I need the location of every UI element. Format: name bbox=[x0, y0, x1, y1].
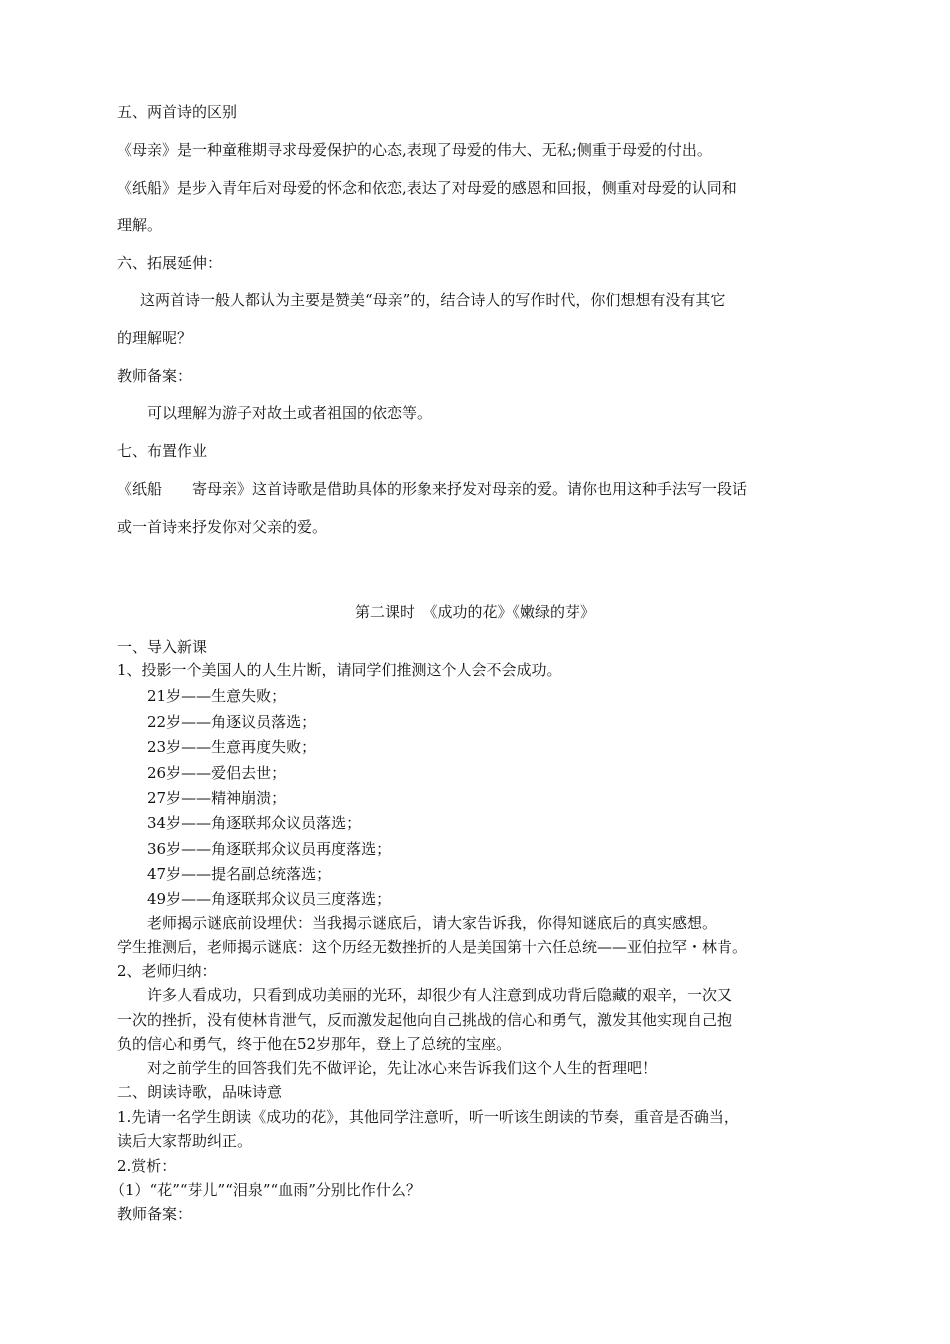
section-heading-5: 五、两首诗的区别 bbox=[117, 103, 238, 121]
summary-line1: 许多人看成功，只看到成功美丽的光环，却很少有人注意到成功背后隐藏的艰辛，一次又 bbox=[147, 986, 733, 1004]
extension-question-line2: 的理解呢？ bbox=[117, 329, 193, 347]
reading-line2: 读后大家帮助纠正。 bbox=[117, 1132, 253, 1150]
lesson-title: 第二课时 《成功的花》《嫩绿的芽》 bbox=[354, 603, 595, 621]
teacher-note-label-2: 教师备案： bbox=[117, 1205, 193, 1223]
intro-item-1: 1、投影一个美国人的人生片断，请同学们推测这个人会不会成功。 bbox=[117, 661, 562, 679]
timeline-item: 34岁——角逐联邦众议员落选； bbox=[147, 814, 362, 832]
analysis-heading: 2.赏析： bbox=[117, 1157, 177, 1175]
timeline-item: 22岁——角逐议员落选； bbox=[147, 713, 317, 731]
paragraph-paper-boat-line2: 理解。 bbox=[117, 216, 163, 234]
intro-item-2: 2、老师归纳： bbox=[117, 962, 217, 980]
reading-line1: 1.先请一名学生朗读《成功的花》，其他同学注意听，听一听该生朗读的节奏，重音是否确当， bbox=[117, 1108, 739, 1126]
section-heading-7: 七、布置作业 bbox=[117, 442, 208, 460]
reveal-text: 学生推测后，老师揭示谜底：这个历经无数挫折的人是美国第十六任总统——亚伯拉罕・林肯。 bbox=[117, 938, 748, 956]
extension-question-line1: 这两首诗一般人都认为主要是赞美“母亲”的，结合诗人的写作时代，你们想想有没有其它 bbox=[140, 291, 726, 309]
timeline-item: 49岁——角逐联邦众议员三度落选； bbox=[147, 890, 392, 908]
timeline-item: 47岁——提名副总统落选； bbox=[147, 865, 332, 883]
suspense-text: 老师揭示谜底前设埋伏：当我揭示谜底后，请大家告诉我，你得知谜底后的真实感想。 bbox=[147, 914, 718, 932]
timeline-item: 21岁——生意失败； bbox=[147, 687, 287, 705]
homework-line1: 《纸船 寄母亲》这首诗歌是借助具体的形象来抒发对母亲的爱。请你也用这种手法写一段话 bbox=[117, 480, 748, 498]
homework-line2: 或一首诗来抒发你对父亲的爱。 bbox=[117, 518, 328, 536]
teacher-note-text: 可以理解为游子对故土或者祖国的依恋等。 bbox=[147, 404, 433, 422]
timeline-item: 36岁——角逐联邦众议员再度落选； bbox=[147, 840, 392, 858]
timeline-item: 27岁——精神崩溃； bbox=[147, 789, 287, 807]
transition-text: 对之前学生的回答我们先不做评论，先让冰心来告诉我们这个人生的哲理吧！ bbox=[147, 1059, 658, 1077]
paragraph-mother: 《母亲》是一种童稚期寻求母爱保护的心态,表现了母爱的伟大、无私;侧重于母爱的付出。 bbox=[117, 141, 712, 159]
summary-line3: 负的信心和勇气，终于他在52岁那年，登上了总统的宝座。 bbox=[117, 1035, 512, 1053]
timeline-item: 26岁——爱侣去世； bbox=[147, 764, 287, 782]
summary-line2: 一次的挫折，没有使林肯泄气，反而激发起他向自己挑战的信心和勇气，激发其他实现自己抱 bbox=[117, 1011, 733, 1029]
paragraph-paper-boat-line1: 《纸船》是步入青年后对母爱的怀念和依恋,表达了对母爱的感恩和回报，侧重对母爱的认同和 bbox=[117, 179, 737, 197]
section-heading-6: 六、拓展延伸： bbox=[117, 254, 223, 272]
teacher-note-label: 教师备案： bbox=[117, 367, 193, 385]
intro-heading: 一、导入新课 bbox=[117, 638, 208, 656]
reading-heading: 二、朗读诗歌，品味诗意 bbox=[117, 1083, 283, 1101]
timeline-item: 23岁——生意再度失败； bbox=[147, 738, 317, 756]
question-1: （1）“花”“芽儿”“泪泉”“血雨”分别比作什么？ bbox=[110, 1181, 421, 1199]
